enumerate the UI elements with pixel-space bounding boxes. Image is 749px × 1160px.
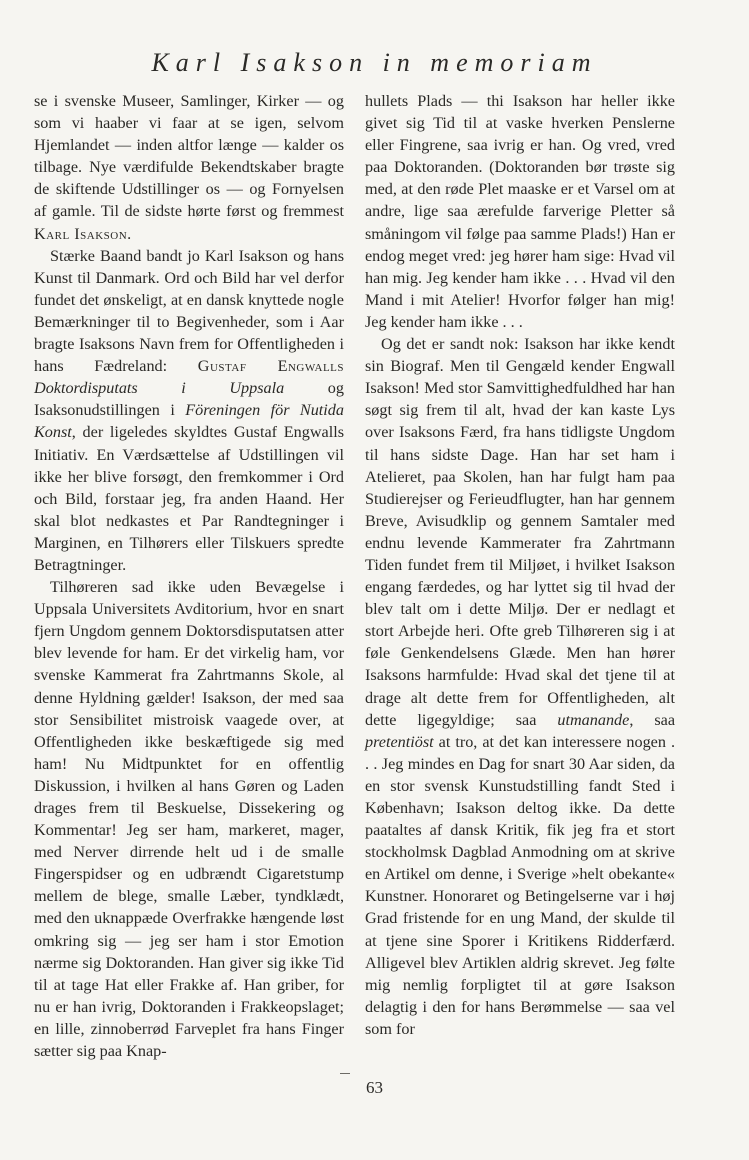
folio-rule: [340, 1073, 350, 1074]
text-run: Og det er sandt nok: Isakson har ikke kendt sin Biograf. Men til Gengæld kender Engwall Isakson! Med stor Samvittighedfuldhed har han søgt sig frem til alt, hvad der kan kaste Lys over Isaksons Færd, fra hans tidligste Ungdom til hans sidste Dage. Han har set ham i Atelieret, paa Skolen, han har fulgt ham paa Studierejser og Ferieudflugter, han har gennem Breve, Avisudklip og gennem Samtaler med endnu levende Kammerater fra Zahrtmann Tiden fundet frem til Miljøet, i hvilket Isakson engang færdedes, og har lyttet sig til hvad der blev talt om i dette Miljø. Der er nedlagt et stort Arbejde heri. Ofte greb Tilhøreren sig i at føle Genkendelsens Glæde. Men han hører Isaksons harmfulde: Hvad skal det tjene til at drage alt dette frem for Offentligheden, alt dette ligegyldige; saa: [365, 335, 675, 729]
running-head: Karl Isakson in memoriam: [151, 48, 598, 77]
paragraph: [34, 245, 344, 576]
paragraph: [365, 90, 675, 333]
text-run: .: [127, 224, 132, 243]
left-column: [34, 90, 344, 1062]
italic-text: Föreningen för Nutida Konst: [34, 401, 344, 442]
text-run: se i svenske Museer, Samlinger, Kirker — og som vi haaber vi faar at se igen, selvom Hjemlandet — inden altfor længe — kalder os tilbage. Nye værdifulde Bekendtskaber bragte de skiftende Udstillinger os — og Fornyelsen af gamle. Til de sidste hørte først og fremmest: [34, 92, 344, 221]
text-run: Stærke Baand bandt jo Karl Isakson og hans Kunst til Danmark. Ord och Bild har vel derfor fundet det ønskeligt, at en dansk knyttede nogle Bemærkninger til to Begivenheder, som i Aar bragte Isaksons Navn frem for Offentligheden i hans Fædreland:: [34, 246, 344, 376]
text-run: , saa: [629, 710, 676, 729]
italic-text: utmanande: [557, 710, 630, 729]
paragraph: [365, 333, 675, 1040]
right-column: [365, 90, 675, 1040]
text-run: , der ligeledes skyldtes Gustaf Engwalls Initiativ. En Værdsættelse af Udstillingen vil ikke her blive forsøgt, den fremkommer i Ord och Bild, forstaar jeg, fra anden Haand. Her skal blot nedkastes et Par Randtegninger i Marginen, en Tilhørers eller Tilskuers spredte Betragtninger.: [34, 423, 344, 574]
text-run: hullets Plads — thi Isakson har heller ikke givet sig Tid til at vaske hverken Penslerne eller Fingrene, saa ivrig er han. Og vred, vred paa Doktoranden. (Doktoranden bør trøste sig med, at den røde Plet maaske er et Varsel om at andre, lige saa ærefulde farverige Pletter så småningom vil følge paa samme Plads!) Han er endog meget vred: jeg hører ham sige: Hvad vil han mig. Jeg kender ham ikke . . . Hvad vil den Mand i mit Atelier! Hvorfor følger han mig! Jeg kender ham ikke . . .: [365, 92, 675, 331]
paragraph: [34, 576, 344, 1062]
italic-text: Doktordisputats i Uppsala: [34, 379, 285, 398]
italic-text: pretentiöst: [365, 732, 434, 751]
small-caps-name: Gustaf Engwalls: [197, 357, 345, 376]
paragraph: [34, 90, 344, 245]
text-run: og Isaksonudstillingen i: [34, 379, 344, 420]
text-run: Tilhøreren sad ikke uden Bevægelse i Uppsala Universitets Avditorium, hvor en snart fjern Ungdom gennem Doktorsdisputatsen atter blev levende for ham. Er det virkelig ham, vor svenske Kammerat fra Zahrtmanns Skole, al denne Hyldning gælder! Isakson, der med saa stor Sensibilitet mistroisk vaagede over, at Offentligheden ikke beskæftigede sig med ham! Nu Midtpunktet for en offentlig Diskussion, i hvilken al hans Gøren og Laden drages frem til Beskuelse, Dissekering og Kommentar! Jeg ser ham, markeret, mager, med Nerver dirrende helt ud i de smalle Fingerspidser og en udbrændt Cigaretstump mellem de blege, smalle Læber, tyndklædt, med den uknappæde Overfrakke hængende løst omkring sig — jeg ser ham i stor Emotion nærme sig Doktoranden. Han giver sig ikke Tid til at tage Hat eller Frakke af. Han griber, for nu er han ivrig, Doktoranden i Frakkeopslaget; en lille, zinnoberrød Farveplet fra hans Finger sætter sig paa Knap-: [34, 578, 344, 1061]
text-run: at tro, at det kan interessere nogen . . . Jeg mindes en Dag for snart 30 Aar siden, da en stor svensk Kunstudstilling fandt Sted i København; Isakson deltog ikke. Da dette paataltes af dansk Kritik, fik jeg fra et stort stockholmsk Dagblad Anmodning om at skrive en Artikel om denne, i Sverige »helt obekante« Kunstner. Honoraret og Betingelserne var i høj Grad fristende for en ung Mand, der skulde til at tjene sine Sporer i Kritikens Ridderfærd. Alligevel blev Artiklen aldrig skrevet. Jeg følte mig nemlig forpligtet til at gøre Isakson delagtig i den for hans Berømmelse — saa vel som for: [365, 732, 675, 1038]
small-caps-name: Karl Isakson: [34, 224, 128, 243]
page-number: 63: [366, 1078, 383, 1097]
